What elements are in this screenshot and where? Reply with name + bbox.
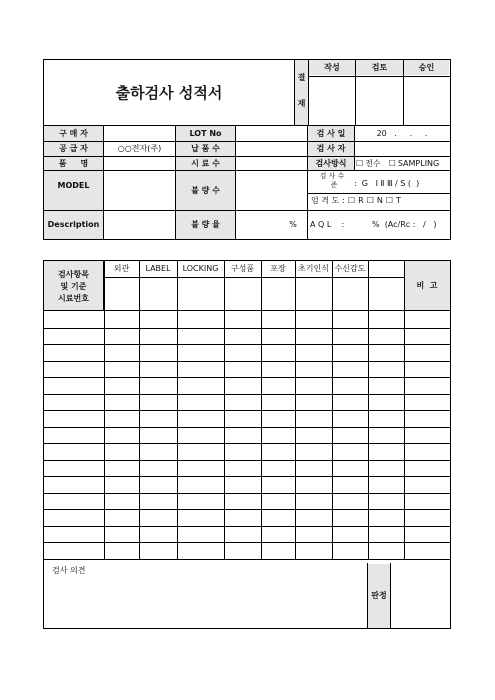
model-label: MODEL <box>57 181 90 190</box>
strictness-n-label: N <box>376 196 383 205</box>
result-cell[interactable] <box>224 427 261 444</box>
border-line <box>177 260 178 560</box>
sample-number-cell[interactable] <box>44 443 104 460</box>
result-cell[interactable] <box>224 394 261 411</box>
remarks-cell[interactable] <box>404 394 450 411</box>
strictness-r-label: R <box>358 196 364 205</box>
border-line <box>308 76 451 77</box>
col-packaging: 포장 <box>270 264 286 273</box>
level-label-line-2: 준 <box>330 181 338 189</box>
border-line <box>294 59 295 126</box>
remarks-cell[interactable] <box>404 493 450 510</box>
result-cell[interactable] <box>139 509 177 526</box>
result-cell[interactable] <box>104 443 139 460</box>
result-cell[interactable] <box>368 344 404 361</box>
result-cell[interactable] <box>139 476 177 493</box>
border-line <box>307 125 308 240</box>
border-line <box>139 260 140 560</box>
result-cell[interactable] <box>261 361 295 378</box>
result-cell[interactable] <box>261 377 295 394</box>
border-line <box>390 563 391 629</box>
result-cell[interactable] <box>104 427 139 444</box>
result-cell[interactable] <box>139 394 177 411</box>
remarks-cell[interactable] <box>404 377 450 394</box>
lot-value[interactable] <box>236 127 307 141</box>
border-line <box>295 260 296 560</box>
supplier-value[interactable]: ○○전자(주) <box>117 144 162 153</box>
result-cell[interactable] <box>139 460 177 477</box>
level-value[interactable]: : G Ⅰ Ⅱ Ⅲ / S ( ) <box>354 179 420 188</box>
product-label: 품 명 <box>58 158 89 168</box>
result-cell[interactable] <box>104 377 139 394</box>
remarks-cell[interactable] <box>404 460 450 477</box>
result-cell[interactable] <box>332 476 368 493</box>
result-cell[interactable] <box>368 377 404 394</box>
result-cell[interactable] <box>177 476 224 493</box>
description-label: Description <box>47 220 100 229</box>
result-cell[interactable] <box>139 377 177 394</box>
result-cell[interactable] <box>104 476 139 493</box>
approval-sign-approver[interactable] <box>404 77 449 125</box>
result-cell[interactable] <box>177 377 224 394</box>
result-cell[interactable] <box>224 361 261 378</box>
description-value[interactable] <box>104 211 175 239</box>
inspection-header-line-1: 검사항목 <box>58 270 89 279</box>
defect-qty-value[interactable] <box>236 171 307 210</box>
result-cell[interactable] <box>368 328 404 345</box>
result-cell[interactable] <box>177 427 224 444</box>
result-cell[interactable] <box>368 460 404 477</box>
result-cell[interactable] <box>177 526 224 543</box>
result-cell[interactable] <box>177 361 224 378</box>
col-extra <box>368 261 403 277</box>
border-line <box>43 156 451 157</box>
approval-label-cell <box>295 60 308 126</box>
result-cell[interactable] <box>224 542 261 559</box>
remarks-cell[interactable] <box>404 476 450 493</box>
result-cell[interactable] <box>139 526 177 543</box>
strictness-label: 엄 격 도 <box>311 196 340 205</box>
result-cell[interactable] <box>261 410 295 427</box>
result-cell[interactable] <box>368 526 404 543</box>
result-cell[interactable] <box>104 311 139 328</box>
result-cell[interactable] <box>332 361 368 378</box>
result-cell[interactable] <box>139 344 177 361</box>
result-cell[interactable] <box>332 526 368 543</box>
result-cell[interactable] <box>177 509 224 526</box>
result-cell[interactable] <box>368 542 404 559</box>
sample-number-cell[interactable] <box>44 493 104 510</box>
opinion-label: 검사 의견 <box>52 566 86 575</box>
border-line <box>43 59 44 240</box>
sample-number-cell[interactable] <box>44 427 104 444</box>
sample-number-cell[interactable] <box>44 394 104 411</box>
aql-value[interactable]: % (Ac/Rc : / ) <box>372 220 437 229</box>
result-cell[interactable] <box>224 410 261 427</box>
result-cell[interactable] <box>295 460 332 477</box>
inspect-date-value[interactable]: 20 . . . <box>376 129 428 138</box>
border-line <box>43 59 451 60</box>
result-cell[interactable] <box>295 328 332 345</box>
method-sampling-checkbox[interactable]: ☐ <box>388 158 396 168</box>
result-cell[interactable] <box>368 410 404 427</box>
border-line <box>43 210 451 211</box>
result-cell[interactable] <box>295 311 332 328</box>
result-cell[interactable] <box>261 526 295 543</box>
approval-label-2: 재 <box>297 99 306 108</box>
border-line <box>43 125 451 126</box>
approval-col-writer: 작성 <box>324 63 340 72</box>
document-title: 출하검사 성적서 <box>115 83 223 102</box>
border-line <box>175 125 176 240</box>
delivery-qty-label: 납 품 수 <box>191 144 220 153</box>
sample-number-cell[interactable] <box>44 377 104 394</box>
result-cell[interactable] <box>177 460 224 477</box>
opinion-field[interactable] <box>45 580 365 627</box>
result-cell[interactable] <box>332 542 368 559</box>
border-line <box>367 563 368 629</box>
result-cell[interactable] <box>332 427 368 444</box>
result-cell[interactable] <box>224 460 261 477</box>
col-label: LABEL <box>145 264 171 273</box>
result-cell[interactable] <box>368 427 404 444</box>
result-cell[interactable] <box>177 443 224 460</box>
result-cell[interactable] <box>224 509 261 526</box>
result-cell[interactable] <box>104 542 139 559</box>
result-cell[interactable] <box>139 361 177 378</box>
method-options <box>356 157 450 170</box>
approval-sign-reviewer[interactable] <box>357 77 402 125</box>
result-cell[interactable] <box>104 328 139 345</box>
sample-number-cell[interactable] <box>44 476 104 493</box>
remarks-label: 비 고 <box>416 280 438 290</box>
border-line <box>308 193 451 194</box>
sample-number-cell[interactable] <box>44 328 104 345</box>
result-cell[interactable] <box>261 476 295 493</box>
result-cell[interactable] <box>224 344 261 361</box>
inspection-header-line-2: 및 기준 <box>60 282 87 291</box>
sample-number-cell[interactable] <box>44 460 104 477</box>
remarks-cell[interactable] <box>404 344 450 361</box>
border-line <box>103 260 104 311</box>
result-cell[interactable] <box>139 443 177 460</box>
result-cell[interactable] <box>177 542 224 559</box>
border-line <box>235 125 236 240</box>
judgment-label: 판정 <box>371 591 387 600</box>
border-line <box>43 170 451 171</box>
result-cell[interactable] <box>332 377 368 394</box>
border-line <box>450 260 451 629</box>
model-value[interactable] <box>104 171 175 210</box>
col-appearance: 외관 <box>113 264 130 273</box>
result-cell[interactable] <box>261 542 295 559</box>
result-cell[interactable] <box>295 476 332 493</box>
defect-rate-label: 불 량 율 <box>191 220 220 229</box>
inspector-label: 검 사 자 <box>316 144 346 153</box>
result-cell[interactable] <box>177 410 224 427</box>
result-cell[interactable] <box>139 427 177 444</box>
inspection-header-line-3: 시료번호 <box>58 294 89 303</box>
result-cell[interactable] <box>295 493 332 510</box>
method-full-label: 전수 <box>365 158 381 168</box>
defect-qty-label: 불 량 수 <box>191 186 220 195</box>
result-cell[interactable] <box>139 493 177 510</box>
strictness-row <box>308 194 450 208</box>
result-cell[interactable] <box>104 394 139 411</box>
result-cell[interactable] <box>104 460 139 477</box>
sample-number-cell[interactable] <box>44 361 104 378</box>
aql-label: A Q L : <box>310 220 345 229</box>
result-cell[interactable] <box>368 361 404 378</box>
border-line <box>404 260 405 311</box>
result-cell[interactable] <box>224 476 261 493</box>
result-cell[interactable] <box>139 328 177 345</box>
result-cell[interactable] <box>332 394 368 411</box>
border-line <box>43 260 44 629</box>
result-cell[interactable] <box>177 344 224 361</box>
result-cell[interactable] <box>332 493 368 510</box>
result-cell[interactable] <box>139 542 177 559</box>
result-cell[interactable] <box>104 493 139 510</box>
result-cell[interactable] <box>261 460 295 477</box>
result-cell[interactable] <box>295 377 332 394</box>
result-cell[interactable] <box>295 344 332 361</box>
approval-col-approver: 승인 <box>418 63 435 72</box>
result-cell[interactable] <box>261 427 295 444</box>
border-line <box>224 260 225 560</box>
result-cell[interactable] <box>295 361 332 378</box>
remarks-cell[interactable] <box>404 526 450 543</box>
result-cell[interactable] <box>332 443 368 460</box>
border-line <box>103 125 104 240</box>
result-cell[interactable] <box>368 394 404 411</box>
buyer-label: 구 매 자 <box>59 128 88 138</box>
border-line <box>332 260 333 560</box>
remarks-cell[interactable] <box>404 443 450 460</box>
result-cell[interactable] <box>104 361 139 378</box>
result-cell[interactable] <box>295 526 332 543</box>
remarks-cell[interactable] <box>404 410 450 427</box>
method-label: 검사방식 <box>315 158 347 168</box>
approval-label-1: 결 <box>297 73 306 82</box>
remarks-cell[interactable] <box>404 427 450 444</box>
sample-qty-value[interactable] <box>236 157 307 170</box>
lot-label: LOT No <box>189 128 222 138</box>
col-reception-sensitivity: 수신감도 <box>334 264 366 273</box>
result-cell[interactable] <box>104 344 139 361</box>
border-line <box>103 277 404 278</box>
result-cell[interactable] <box>177 394 224 411</box>
judgment-field[interactable] <box>391 564 449 628</box>
result-cell[interactable] <box>139 311 177 328</box>
result-cell[interactable] <box>368 311 404 328</box>
sample-number-cell[interactable] <box>44 542 104 559</box>
sample-qty-label: 시 료 수 <box>191 158 220 168</box>
remarks-cell[interactable] <box>404 542 450 559</box>
result-cell[interactable] <box>104 526 139 543</box>
border-line <box>43 239 451 240</box>
result-cell[interactable] <box>104 509 139 526</box>
result-cell[interactable] <box>261 328 295 345</box>
border-line <box>354 125 355 171</box>
delivery-qty-value[interactable] <box>236 142 307 156</box>
inspector-value[interactable] <box>355 142 449 156</box>
strictness-t-checkbox[interactable]: ☐ <box>385 196 394 205</box>
result-cell[interactable] <box>295 394 332 411</box>
result-cell[interactable] <box>295 443 332 460</box>
result-cell[interactable] <box>261 394 295 411</box>
sample-number-cell[interactable] <box>44 509 104 526</box>
result-cell[interactable] <box>177 311 224 328</box>
border-line <box>355 59 356 126</box>
result-cell[interactable] <box>224 328 261 345</box>
result-cell[interactable] <box>368 476 404 493</box>
result-cell[interactable] <box>332 410 368 427</box>
result-cell[interactable] <box>261 311 295 328</box>
approval-col-reviewer: 검토 <box>371 63 388 72</box>
result-cell[interactable] <box>224 526 261 543</box>
remarks-cell[interactable] <box>404 311 450 328</box>
strictness-t-label: T <box>396 196 401 205</box>
result-cell[interactable] <box>104 410 139 427</box>
result-cell[interactable] <box>224 377 261 394</box>
result-cell[interactable] <box>332 311 368 328</box>
border-line <box>368 260 369 560</box>
result-cell[interactable] <box>295 427 332 444</box>
result-cell[interactable] <box>261 344 295 361</box>
inspect-date-label: 검 사 일 <box>316 128 346 138</box>
col-components: 구성품 <box>230 264 255 273</box>
result-cell[interactable] <box>295 509 332 526</box>
remarks-cell[interactable] <box>404 361 450 378</box>
col-initial-recognition: 초기인식 <box>298 264 329 273</box>
strictness-n-checkbox[interactable]: ☐ <box>366 196 374 205</box>
result-cell[interactable] <box>261 443 295 460</box>
border-line <box>450 59 451 240</box>
result-cell[interactable] <box>368 443 404 460</box>
result-cell[interactable] <box>224 493 261 510</box>
result-cell[interactable] <box>139 410 177 427</box>
level-label-line-1: 검 사 수 <box>319 172 345 180</box>
buyer-value[interactable] <box>104 127 175 141</box>
result-cell[interactable] <box>332 509 368 526</box>
remarks-cell[interactable] <box>404 509 450 526</box>
strictness-separator: : <box>342 196 345 205</box>
method-sampling-label: SAMPLING <box>397 158 440 168</box>
sample-number-cell[interactable] <box>44 311 104 328</box>
strictness-r-checkbox[interactable]: ☐ <box>347 196 356 205</box>
border-line <box>104 260 105 560</box>
result-cell[interactable] <box>261 509 295 526</box>
border-line <box>308 59 309 126</box>
result-cell[interactable] <box>224 311 261 328</box>
border-line <box>403 59 404 126</box>
result-cell[interactable] <box>368 493 404 510</box>
supplier-label: 공 급 자 <box>59 144 88 153</box>
result-cell[interactable] <box>368 509 404 526</box>
result-cell[interactable] <box>177 493 224 510</box>
remarks-cell[interactable] <box>404 328 450 345</box>
border-line <box>261 260 262 560</box>
result-cell[interactable] <box>332 328 368 345</box>
result-cell[interactable] <box>261 493 295 510</box>
result-cell[interactable] <box>332 344 368 361</box>
sample-number-cell[interactable] <box>44 344 104 361</box>
sample-number-cell[interactable] <box>44 410 104 427</box>
result-cell[interactable] <box>295 542 332 559</box>
product-value[interactable] <box>104 157 175 170</box>
border-line <box>43 141 451 142</box>
col-locking: LOCKING <box>182 264 219 273</box>
method-full-checkbox[interactable]: ☐ <box>356 158 364 168</box>
result-cell[interactable] <box>177 328 224 345</box>
defect-rate-percent: % <box>289 220 297 229</box>
result-cell[interactable] <box>224 443 261 460</box>
result-cell[interactable] <box>332 460 368 477</box>
approval-sign-writer[interactable] <box>309 77 355 125</box>
result-cell[interactable] <box>295 410 332 427</box>
sample-number-cell[interactable] <box>44 526 104 543</box>
